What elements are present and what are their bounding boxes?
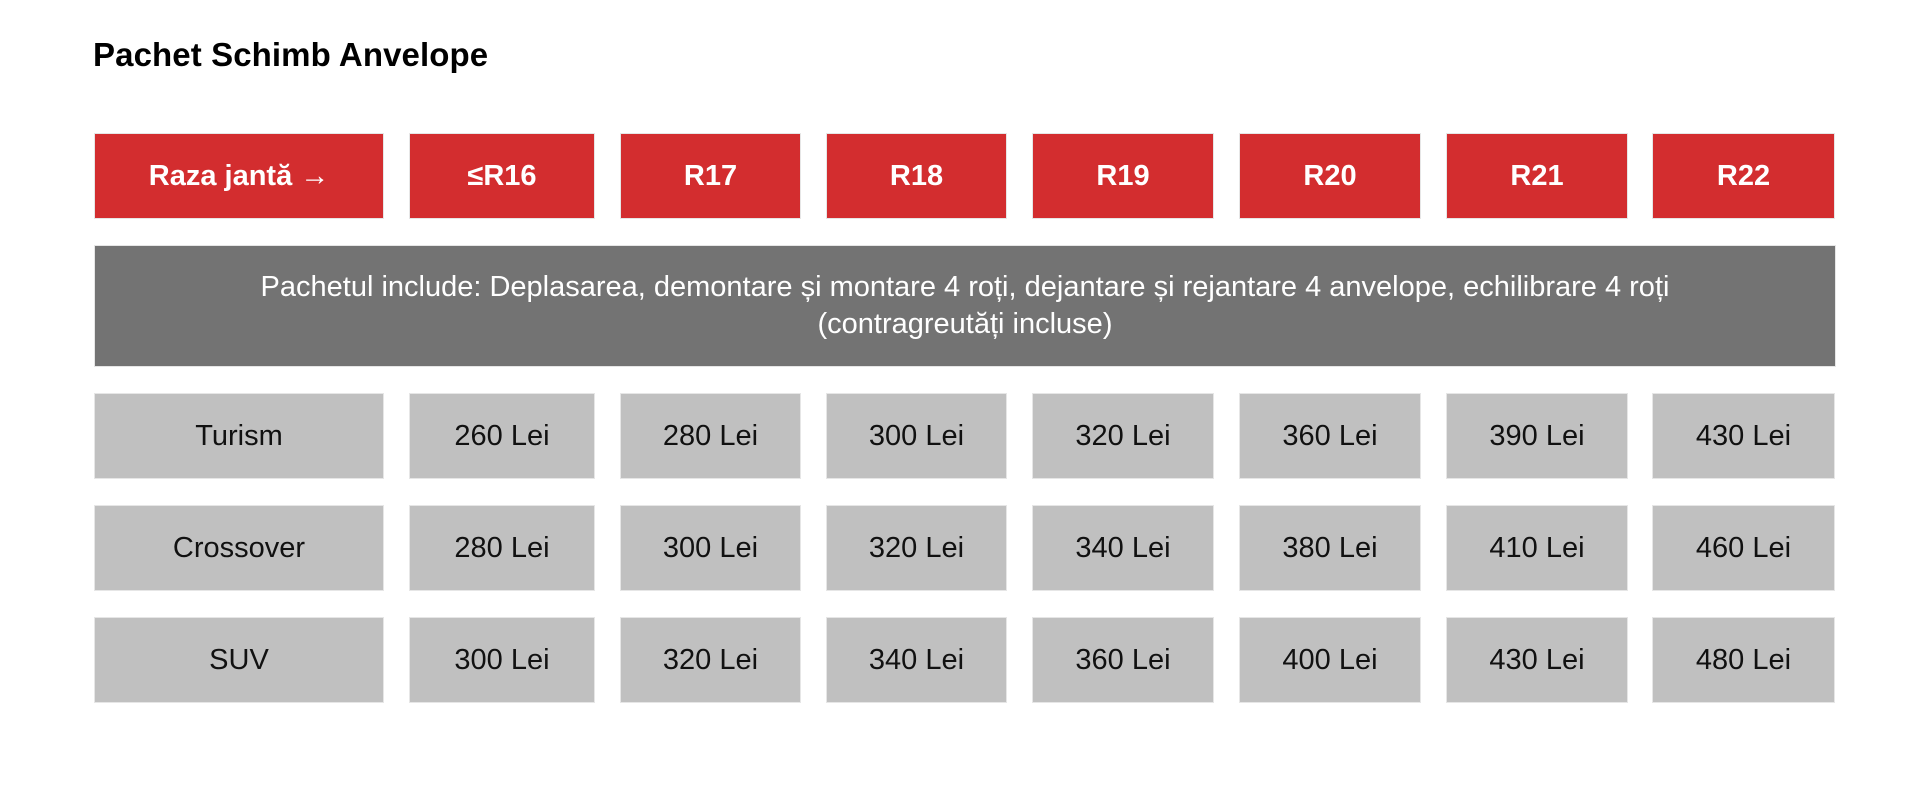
price-cell: 300 Lei [826,393,1007,479]
price-cell: 410 Lei [1446,505,1628,591]
package-includes-note: Pachetul include: Deplasarea, demontare și montare 4 roți, dejantare și rejantare 4 anvelope, echilibrare 4 roți (contragreutăți incluse) [94,245,1836,367]
price-cell: 360 Lei [1239,393,1421,479]
price-cell: 300 Lei [409,617,595,703]
rim-size-header-r16: ≤R16 [409,133,595,219]
vehicle-type-label: Turism [94,393,384,479]
price-cell: 280 Lei [620,393,801,479]
price-cell: 320 Lei [826,505,1007,591]
rim-size-header-r21: R21 [1446,133,1628,219]
rim-size-header-label: Raza jantă → [94,133,384,219]
price-cell: 260 Lei [409,393,595,479]
price-cell: 320 Lei [620,617,801,703]
vehicle-type-label: SUV [94,617,384,703]
rim-size-header-r17: R17 [620,133,801,219]
price-cell: 360 Lei [1032,617,1214,703]
rim-size-header-r18: R18 [826,133,1007,219]
vehicle-type-label: Crossover [94,505,384,591]
price-cell: 340 Lei [1032,505,1214,591]
price-cell: 430 Lei [1446,617,1628,703]
price-cell: 390 Lei [1446,393,1628,479]
price-cell: 430 Lei [1652,393,1835,479]
price-cell: 400 Lei [1239,617,1421,703]
price-cell: 300 Lei [620,505,801,591]
page-title: Pachet Schimb Anvelope [93,36,489,73]
price-cell: 340 Lei [826,617,1007,703]
price-cell: 480 Lei [1652,617,1835,703]
price-cell: 320 Lei [1032,393,1214,479]
price-cell: 280 Lei [409,505,595,591]
price-cell: 460 Lei [1652,505,1835,591]
rim-size-header-r22: R22 [1652,133,1835,219]
rim-size-header-r20: R20 [1239,133,1421,219]
price-cell: 380 Lei [1239,505,1421,591]
rim-size-header-r19: R19 [1032,133,1214,219]
